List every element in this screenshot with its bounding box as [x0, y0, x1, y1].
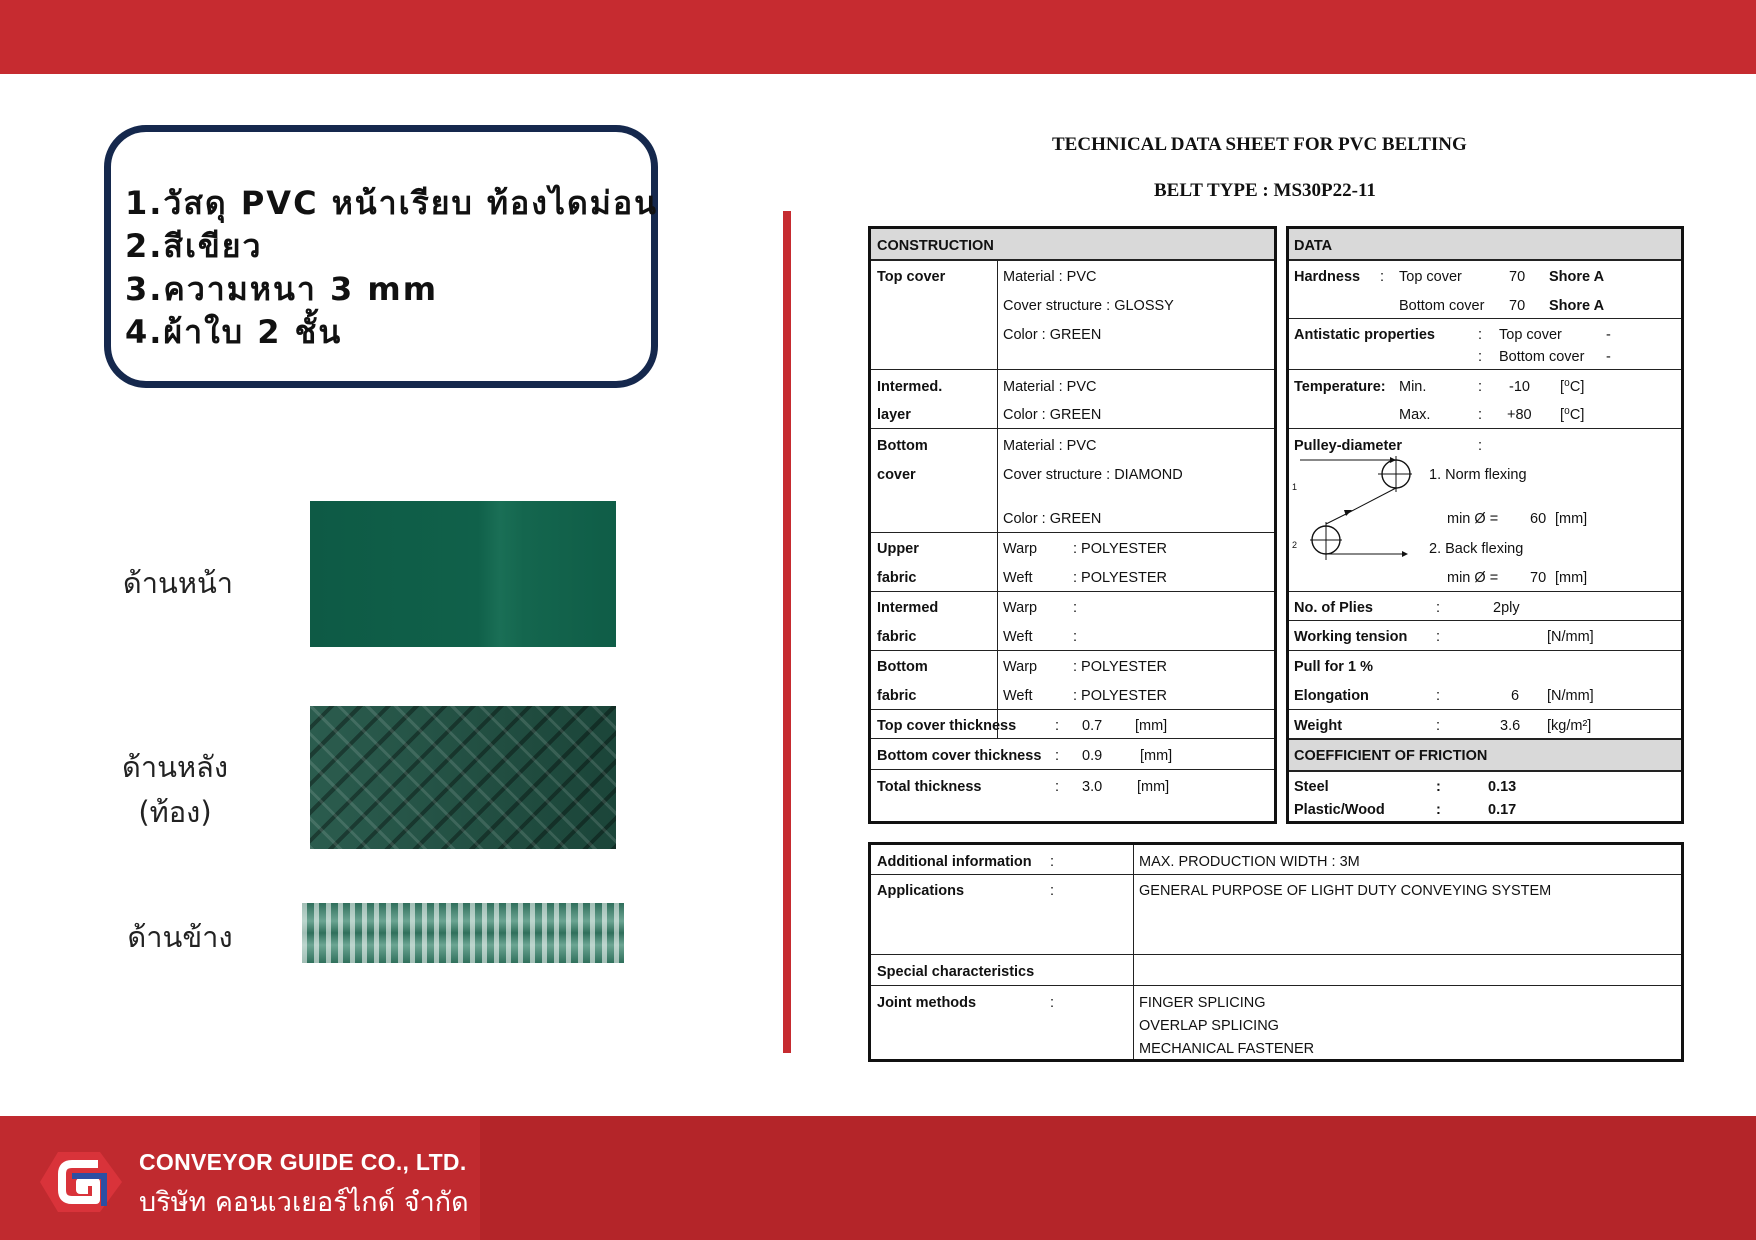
norm-flexing: 1. Norm flexing [1429, 467, 1527, 483]
anti-bot-label: Bottom cover [1499, 349, 1585, 365]
colon: : [1055, 779, 1060, 795]
colon: : [1436, 779, 1441, 795]
colon: : [1436, 629, 1441, 645]
back-flexing: 2. Back flexing [1429, 541, 1524, 557]
datasheet-title: TECHNICAL DATA SHEET FOR PVC BELTING [1052, 134, 1467, 155]
data-header: DATA [1294, 238, 1333, 254]
bf-warp: Warp [1003, 659, 1038, 675]
company-logo-icon [38, 1146, 126, 1218]
top-thickness-val: 0.7 [1082, 718, 1103, 734]
anti-top-val: - [1606, 327, 1611, 343]
hardness-label: Hardness [1294, 269, 1361, 285]
colon: : [1478, 379, 1483, 395]
temp-min-label: Min. [1399, 379, 1427, 395]
anti-bot-val: - [1606, 349, 1611, 365]
spec-color: 2.สีเขียว [125, 227, 263, 265]
colon: : [1478, 349, 1483, 365]
hard-bot-label: Bottom cover [1399, 298, 1485, 314]
bf-weft-val: : POLYESTER [1073, 688, 1168, 704]
upper-weft: Weft [1003, 570, 1033, 586]
plies-val: 2ply [1493, 600, 1520, 616]
if-warp-val: : [1073, 600, 1078, 616]
upper-fabric-label: fabric [877, 570, 917, 586]
company-name-en: CONVEYOR GUIDE CO., LTD. [139, 1149, 467, 1175]
unit-mm: [mm] [1137, 779, 1170, 795]
edge-label: ด้านข้าง [127, 920, 233, 954]
if-warp: Warp [1003, 600, 1038, 616]
back-sub-label: (ท้อง) [138, 795, 212, 829]
hard-top-label: Top cover [1399, 269, 1462, 285]
intermed-label: Intermed. [877, 379, 943, 395]
back-val: 70 [1530, 570, 1547, 586]
red-divider [783, 211, 791, 1053]
hard-bot-val: 70 [1509, 298, 1526, 314]
upper-warp: Warp [1003, 541, 1038, 557]
colon: : [1050, 854, 1055, 870]
antistatic-label: Antistatic properties [1294, 327, 1435, 343]
if-weft-val: : [1073, 629, 1078, 645]
norm-val: 60 [1530, 511, 1547, 527]
colon: : [1050, 883, 1055, 899]
layer-label: layer [877, 407, 911, 423]
weight-label: Weight [1294, 718, 1343, 734]
temperature-label: Temperature: [1294, 379, 1386, 395]
belt-type: BELT TYPE : MS30P22-11 [1154, 180, 1376, 201]
top-structure: Cover structure : GLOSSY [1003, 298, 1174, 314]
colon: : [1380, 269, 1385, 285]
anti-top-label: Top cover [1499, 327, 1562, 343]
norm-min-d: min Ø = [1447, 511, 1499, 527]
add-info-val: MAX. PRODUCTION WIDTH : 3M [1139, 854, 1360, 870]
intermed-fabric-label2: fabric [877, 629, 917, 645]
belt-back-photo [310, 706, 616, 849]
top-cover-label: Top cover [877, 269, 946, 285]
bottom-thickness-label: Bottom cover thickness [877, 748, 1042, 764]
data-table [1286, 226, 1684, 824]
applications-val: GENERAL PURPOSE OF LIGHT DUTY CONVEYING SYSTEM [1139, 883, 1552, 899]
total-thickness-label: Total thickness [877, 779, 982, 795]
spec-material: 1.วัสดุ PVC หน้าเรียบ ท้องไดม่อน [125, 184, 658, 222]
construction-table [868, 226, 1277, 824]
steel-val: 0.13 [1488, 779, 1517, 795]
unit-nmm: [N/mm] [1547, 629, 1594, 645]
bottom-fabric-label: Bottom [877, 659, 928, 675]
upper-weft-val: : POLYESTER [1073, 570, 1168, 586]
unit-nmm: [N/mm] [1547, 688, 1594, 704]
spec-plies: 4.ผ้าใบ 2 ชั้น [125, 313, 343, 351]
colon: : [1436, 718, 1441, 734]
int-material: Material : PVC [1003, 379, 1097, 395]
back-label: ด้านหลัง [122, 750, 228, 784]
unit-mm: [mm] [1140, 748, 1173, 764]
spec-thickness: 3.ความหนา 3 mm [125, 270, 439, 308]
colon: : [1055, 748, 1060, 764]
plastic-val: 0.17 [1488, 802, 1517, 818]
pulley-label: Pulley-diameter [1294, 438, 1402, 454]
joint-label: Joint methods [877, 995, 977, 1011]
elongation-label: Elongation [1294, 688, 1369, 704]
diagram-label-2: 2 [1292, 540, 1298, 550]
belt-edge-photo [302, 903, 624, 963]
colon: : [1478, 407, 1483, 423]
applications-label: Applications [877, 883, 965, 899]
belt-front-photo [310, 501, 616, 647]
bot-structure: Cover structure : DIAMOND [1003, 467, 1183, 483]
temp-max-val: +80 [1507, 407, 1532, 423]
unit-kg: [kg/m²] [1547, 718, 1592, 734]
cof-header: COEFFICIENT OF FRICTION [1294, 748, 1488, 764]
front-label: ด้านหน้า [122, 566, 234, 600]
temp-min-val: -10 [1509, 379, 1530, 395]
steel-label: Steel [1294, 779, 1329, 795]
bf-warp-val: : POLYESTER [1073, 659, 1168, 675]
total-thickness-val: 3.0 [1082, 779, 1103, 795]
weight-val: 3.6 [1500, 718, 1521, 734]
bot-material: Material : PVC [1003, 438, 1097, 454]
company-name-th: บริษัท คอนเวเยอร์ไกด์ จำกัด [139, 1187, 469, 1218]
additional-table [868, 842, 1684, 1062]
unit-c: [⁰C] [1560, 379, 1585, 395]
working-tension-label: Working tension [1294, 629, 1408, 645]
back-min-d: min Ø = [1447, 570, 1499, 586]
colon: : [1478, 438, 1483, 454]
if-weft: Weft [1003, 629, 1033, 645]
joint-2: OVERLAP SPLICING [1139, 1018, 1279, 1034]
top-material: Material : PVC [1003, 269, 1097, 285]
unit-mm: [mm] [1135, 718, 1168, 734]
joint-3: MECHANICAL FASTENER [1139, 1041, 1315, 1057]
cover-label: cover [877, 467, 916, 483]
elongation-val: 6 [1511, 688, 1520, 704]
plastic-label: Plastic/Wood [1294, 802, 1385, 818]
colon: : [1055, 718, 1060, 734]
plies-label: No. of Plies [1294, 600, 1373, 616]
upper-warp-val: : POLYESTER [1073, 541, 1168, 557]
colon: : [1436, 688, 1441, 704]
bf-weft: Weft [1003, 688, 1033, 704]
add-info-label: Additional information [877, 854, 1032, 870]
bottom-label: Bottom [877, 438, 928, 454]
top-thickness-label: Top cover thickness [877, 718, 1017, 734]
temp-max-label: Max. [1399, 407, 1431, 423]
special-label: Special characteristics [877, 964, 1035, 980]
bottom-fabric-label2: fabric [877, 688, 917, 704]
colon: : [1436, 802, 1441, 818]
construction-header: CONSTRUCTION [877, 238, 994, 254]
top-banner [0, 0, 1756, 74]
unit-mm: [mm] [1555, 511, 1588, 527]
colon: : [1050, 995, 1055, 1011]
shore-bot: Shore A [1549, 298, 1605, 314]
upper-label: Upper [877, 541, 919, 557]
diagram-label-1: 1 [1292, 482, 1298, 492]
pull-label: Pull for 1 % [1294, 659, 1373, 675]
hard-top-val: 70 [1509, 269, 1526, 285]
colon: : [1478, 327, 1483, 343]
shore-top: Shore A [1549, 269, 1605, 285]
unit-mm: [mm] [1555, 570, 1588, 586]
pulley-diagram-icon [1292, 454, 1412, 589]
unit-c: [⁰C] [1560, 407, 1585, 423]
top-color: Color : GREEN [1003, 327, 1102, 343]
bot-color: Color : GREEN [1003, 511, 1102, 527]
joint-1: FINGER SPLICING [1139, 995, 1266, 1011]
int-color: Color : GREEN [1003, 407, 1102, 423]
bottom-thickness-val: 0.9 [1082, 748, 1103, 764]
colon: : [1436, 600, 1441, 616]
intermed-fabric-label: Intermed [877, 600, 939, 616]
